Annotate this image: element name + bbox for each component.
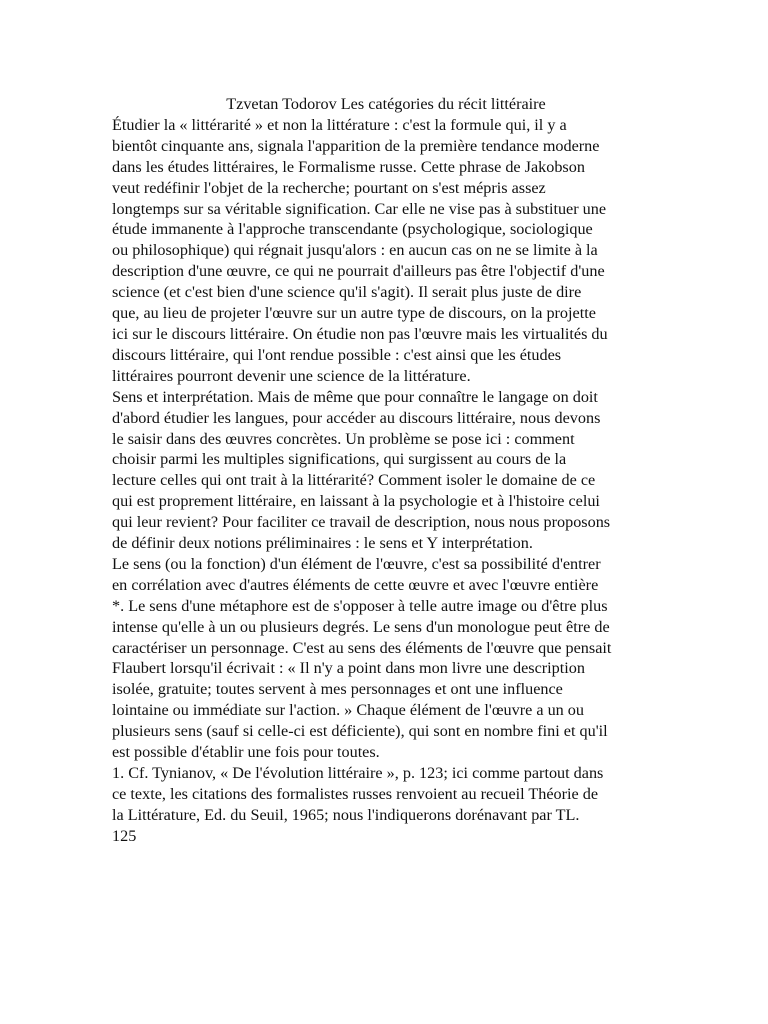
text-line: étude immanente à l'approche transcendante (psychologique, sociologique	[112, 220, 593, 239]
text-line: le saisir dans des œuvres concrètes. Un problème se pose ici : comment	[112, 429, 575, 448]
text-line: discours littéraire, qui l'ont rendue possible : c'est ainsi que les études	[112, 345, 562, 364]
text-line: de définir deux notions préliminaires : le sens et Y interprétation.	[112, 534, 533, 553]
text-line: Flaubert lorsqu'il écrivait : « Il n'y a point dans mon livre une description	[112, 659, 585, 678]
text-line: bientôt cinquante ans, signala l'apparition de la première tendance moderne	[112, 136, 600, 155]
text-line: en corrélation avec d'autres éléments de cette œuvre et avec l'œuvre entière	[112, 575, 599, 594]
text-line: Le sens (ou la fonction) d'un élément de l'œuvre, c'est sa possibilité d'entrer	[112, 554, 601, 573]
text-line: que, au lieu de projeter l'œuvre sur un autre type de discours, on la projette	[112, 304, 596, 323]
text-line: qui leur revient? Pour faciliter ce travail de description, nous nous proposons	[112, 513, 611, 532]
text-line: longtemps sur sa véritable signification. Car elle ne vise pas à substituer une	[112, 199, 607, 218]
page-number: 125	[112, 826, 137, 845]
text-line: intense qu'elle à un ou plusieurs degrés. Le sens d'un monologue peut être de	[112, 617, 610, 636]
text-line: la Littérature, Ed. du Seuil, 1965; nous l'indiquerons dorénavant par TL.	[112, 805, 580, 824]
text-line: plusieurs sens (sauf si celle-ci est déficiente), qui sont en nombre fini et qu'il	[112, 722, 608, 741]
text-line: qui est proprement littéraire, en laissant à la psychologie et à l'histoire celui	[112, 492, 600, 511]
footnote	[112, 763, 660, 826]
text-line: description d'une œuvre, ce qui ne pourrait d'ailleurs pas être l'objectif d'une	[112, 262, 605, 281]
document-title: Tzvetan Todorov Les catégories du récit littéraire	[226, 95, 546, 113]
text-line: d'abord étudier les langues, pour accéder au discours littéraire, nous devons	[112, 408, 601, 427]
text-line: Sens et interprétation. Mais de même que pour connaître le langage on doit	[112, 387, 598, 406]
text-line: veut redéfinir l'objet de la recherche; pourtant on s'est mépris assez	[112, 178, 546, 197]
document-page	[112, 94, 660, 847]
text-line: lointaine ou immédiate sur l'action. » Chaque élément de l'œuvre a un ou	[112, 701, 584, 720]
paragraph-sens-interpretation	[112, 387, 660, 554]
paragraph-intro	[112, 115, 660, 387]
text-line: choisir parmi les multiples significations, qui surgissent au cours de la	[112, 450, 567, 469]
text-line: Étudier la « littérarité » et non la littérature : c'est la formule qui, il y a	[112, 115, 567, 134]
text-line: *. Le sens d'une métaphore est de s'opposer à telle autre image ou d'être plus	[112, 596, 608, 615]
paragraph-sens-fonction	[112, 554, 660, 763]
text-line: ce texte, les citations des formalistes russes renvoient au recueil Théorie de	[112, 784, 599, 803]
text-line: 1. Cf. Tynianov, « De l'évolution littéraire », p. 123; ici comme partout dans	[112, 764, 604, 782]
text-line: ou philosophique) qui régnait jusqu'alors : en aucun cas on ne se limite à la	[112, 241, 598, 260]
text-line: caractériser un personnage. C'est au sens des éléments de l'œuvre que pensait	[112, 638, 612, 657]
text-line: lecture celles qui ont trait à la littérarité? Comment isoler le domaine de ce	[112, 471, 596, 490]
text-line: isolée, gratuite; toutes servent à mes personnages et ont une influence	[112, 680, 563, 699]
text-line: science (et c'est bien d'une science qu'il s'agit). Il serait plus juste de dire	[112, 283, 582, 302]
text-line: est possible d'établir une fois pour toutes.	[112, 743, 380, 762]
text-line: ici sur le discours littéraire. On étudie non pas l'œuvre mais les virtualités du	[112, 324, 608, 343]
text-line: dans les études littéraires, le Formalisme russe. Cette phrase de Jakobson	[112, 157, 585, 176]
text-line: littéraires pourront devenir une science de la littérature.	[112, 366, 471, 385]
